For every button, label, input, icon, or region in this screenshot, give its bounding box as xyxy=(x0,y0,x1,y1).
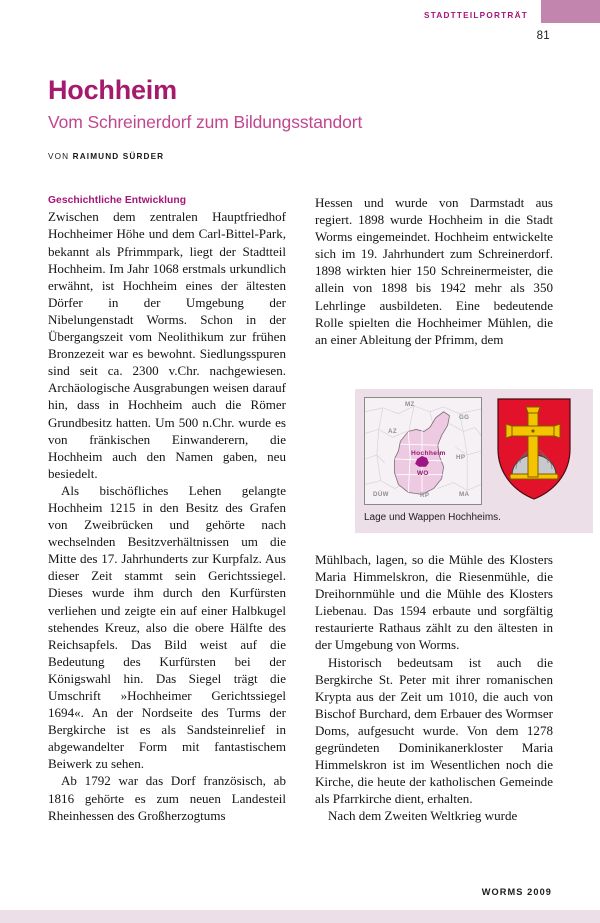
section-heading-geschichtliche-entwicklung: Geschichtliche Entwicklung xyxy=(48,195,187,206)
figure-caption: Lage und Wappen Hochheims. xyxy=(364,512,501,523)
paragraph: Historisch bedeutsam ist auch die Bergkirche St. Peter mit ihrer romanischen Krypta aus der Zeit um 1010, die auch von Bischof Burchard, dem Erbauer des Wormser Doms, aufgesucht wurde. Von dem 1278 gegründeten Dominikanerkloster Maria Himmelskron ist im Wesentlichen noch die Kirche, die heute der katholischen Gemeinde als Pfarrkirche dient, erhalten. xyxy=(315,654,553,807)
arms-svg xyxy=(496,397,572,501)
column-right-continued xyxy=(315,551,553,825)
figure-lage-und-wappen xyxy=(355,389,593,533)
map-label-mz: MZ xyxy=(405,401,415,408)
map-label-hp: HP xyxy=(456,454,466,461)
location-map-icon xyxy=(364,397,482,505)
map-label-rp: RP xyxy=(420,492,430,499)
column-right xyxy=(315,194,553,348)
byline-author: RAIMUND SÜRDER xyxy=(72,151,165,161)
corner-color-block xyxy=(541,0,600,23)
coat-of-arms-icon xyxy=(496,397,572,501)
page-title: Hochheim xyxy=(48,75,177,105)
running-head: STADTTEILPORTRÄT xyxy=(424,11,528,20)
bottom-color-strip xyxy=(0,910,600,923)
page-number: 81 xyxy=(536,30,550,42)
map-label-hochheim: Hochheim xyxy=(411,450,446,457)
paragraph: Ab 1792 war das Dorf französisch, ab 1816 gehörte es zum neuen Landesteil Rheinhessen des Großherzogtums xyxy=(48,773,286,823)
map-label-gg: GG xyxy=(459,414,470,421)
map-label-az: AZ xyxy=(388,428,397,435)
body-columns xyxy=(48,194,553,854)
map-label-wo: WO xyxy=(417,470,429,477)
byline-prefix: VON xyxy=(48,151,70,161)
paragraph: Hessen und wurde von Darmstadt aus regiert. 1898 wurde Hochheim in die Stadt Worms eingemeindet. Hochheim entwickelte sich im 19. Jahrhundert zum Schreinerdorf. 1898 wirkten hier 150 Schreinermeister, die allein von 1898 bis 1942 mehr als 350 Lehrlinge ausbildeten. Eine bedeutende Rolle spielten die Hochheimer Mühlen, die an einer Ableitung der Pfrimm, dem xyxy=(315,195,553,347)
column-left xyxy=(48,194,286,824)
paragraph: Nach dem Zweiten Weltkrieg wurde xyxy=(328,808,518,824)
footer-text: WORMS 2009 xyxy=(481,887,552,897)
paragraph: Mühlbach, lagen, so die Mühle des Klosters Maria Himmelskron, die Riesenmühle, die Dreihornmühle und die Mühle des Klosters Liebenau. Das 1594 erbaute und sorgfältig restaurierte Rathaus zählt zu den ältesten in der Umgebung von Worms. xyxy=(315,552,553,653)
figure-graphics xyxy=(355,389,593,509)
byline xyxy=(48,152,528,161)
page-subtitle: Vom Schreinerdorf zum Bildungsstandort xyxy=(48,112,363,133)
paragraph: Als bischöfliches Lehen gelangte Hochheim 1215 in den Besitz des Grafen von Zweibrücken und gehörte nach wechselnden Besitzverhältnissen um die Mitte des 17. Jahrhunderts zur Kurpfalz. Aus dieser Zeit stammt sein Gerichtssiegel. Dieses wurde ihm durch den Kurfürsten verliehen und zeigte ein auf einer Halbkugel stehendes Kreuz, also die obere Hälfte des Reichsapfels. Das Bild weist auf die Bedeutung des Kurfürsten bei der Königswahl hin. Das Siegel trägt die Umschrift »Hochheimer Gerichtssiegel 1694«. An der Nordseite des Turms der Bergkirche ist es als Sandsteinrelief in abgewandelter Form mit fantastischem Beiwerk zu sehen. xyxy=(48,482,286,772)
paragraph: Zwischen dem zentralen Hauptfriedhof Hochheimer Höhe und dem Carl-Bittel-Park, bekannt als Pfrimmpark, liegt der Stadtteil Hochheim. Im Jahr 1068 erstmals urkundlich erwähnt, ist Hochheim eines der ältesten Dörfer in der Umgebung der Nibelungenstadt Worms. Schon in der Übergangszeit vom Neolithikum zur frühen Bronzezeit war es bewohnt. Siedlungsspuren sind seit ca. 2300 v.Chr. nachgewiesen. Archäologische Ausgrabungen weisen darauf hin, dass in Hochheim auch die Römer Grundbesitz hatten. Um 500 n.Chr. wurde es von fränkischen Einwanderern, die Hochheim auch den Namen gaben, neu besiedelt. xyxy=(48,209,286,481)
map-label-ma: MA xyxy=(459,491,470,498)
map-label-duew: DÜW xyxy=(373,491,389,498)
title-block xyxy=(48,76,528,161)
